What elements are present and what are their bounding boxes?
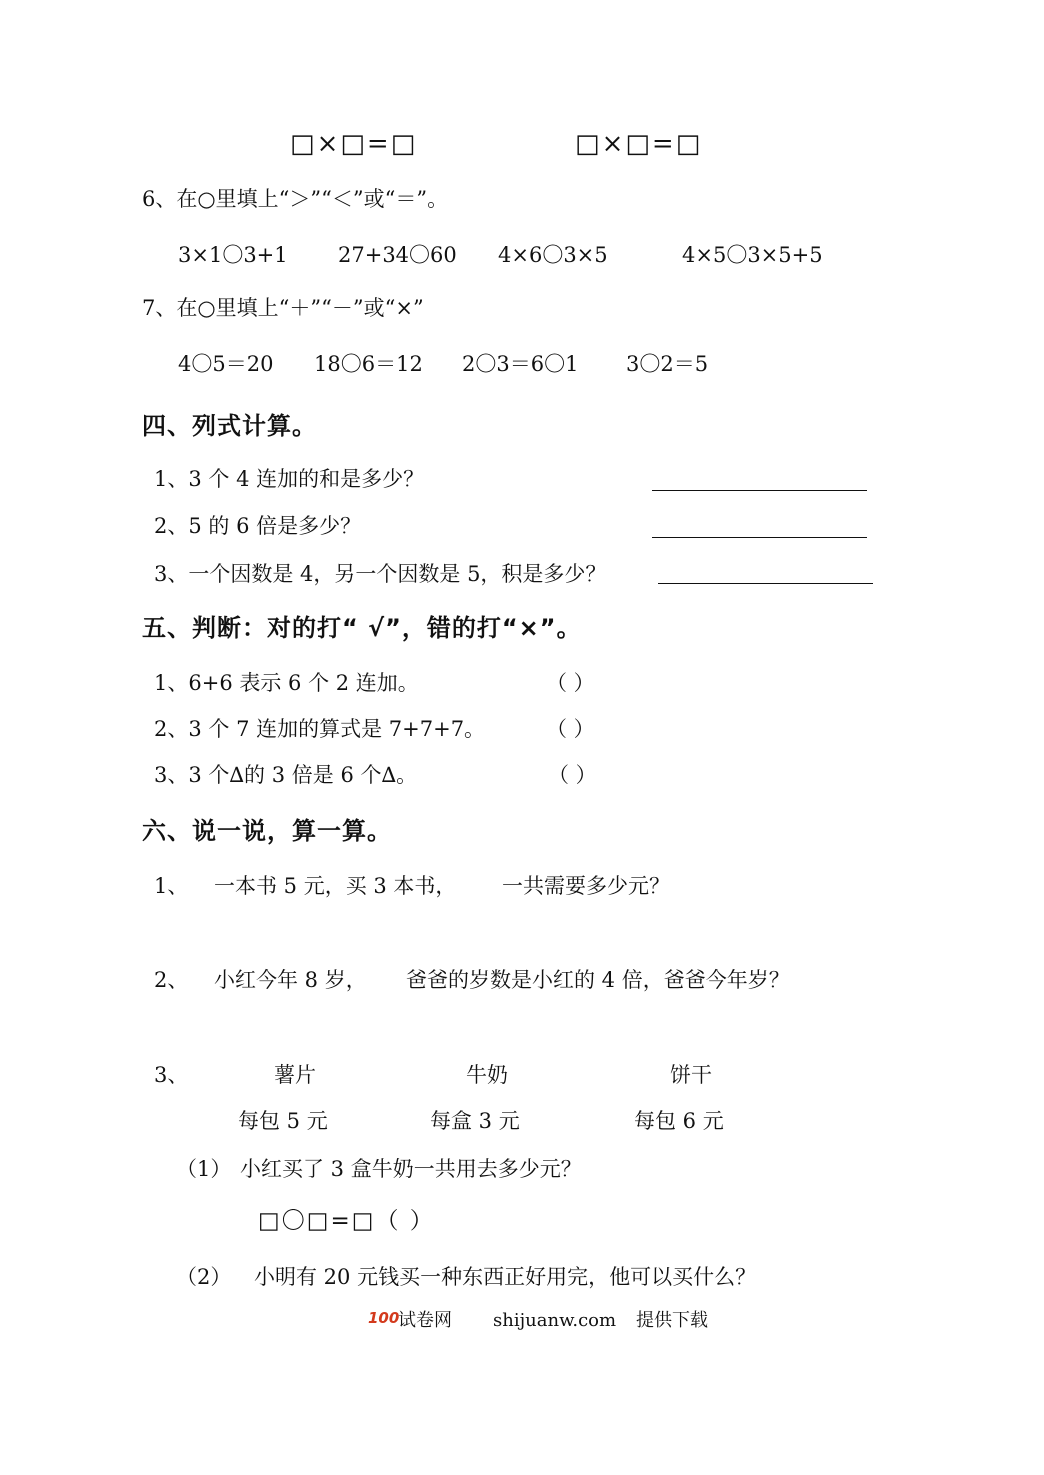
question-6-item: 4×5〇3×5+5 — [682, 243, 823, 267]
equation-blank-1: □×□=□ — [290, 129, 418, 159]
footer-tagline: 提供下载 — [636, 1310, 708, 1331]
sub-question-label: （2） — [176, 1265, 232, 1289]
section-5-heading: 五、判断：对的打“ √”，错的打“×”。 — [142, 614, 582, 642]
product-price: 每包 5 元 — [238, 1109, 328, 1133]
calc-question: 2、5 的 6 倍是多少？ — [154, 514, 362, 538]
judge-answer-paren[interactable]: （ ） — [548, 763, 597, 787]
judge-statement: 2、3 个 7 连加的算式是 7+7+7。 — [154, 717, 486, 741]
judge-statement: 1、6+6 表示 6 个 2 连加。 — [154, 671, 419, 695]
question-7-prompt: 7、在○里填上“＋”“－”或“×” — [142, 296, 424, 320]
answer-blank[interactable] — [652, 537, 867, 538]
question-6-prompt: 6、在○里填上“＞”“＜”或“＝”。 — [142, 187, 449, 211]
answer-blank[interactable] — [652, 490, 867, 491]
word-problem-text: 一本书 5 元，买 3 本书， — [214, 874, 457, 898]
question-7-item: 2〇3＝6〇1 — [462, 352, 579, 376]
question-7-item: 18〇6＝12 — [314, 352, 423, 376]
site-domain[interactable]: shijuanw.com — [493, 1310, 617, 1331]
question-6-item: 27+34〇60 — [338, 243, 457, 267]
site-name: 试卷网 — [398, 1310, 452, 1331]
judge-answer-paren[interactable]: （ ） — [546, 671, 595, 695]
question-7-item: 4〇5＝20 — [178, 352, 274, 376]
calc-question: 1、3 个 4 连加的和是多少？ — [154, 467, 425, 491]
section-4-heading: 四、列式计算。 — [142, 412, 317, 440]
sub-question-text: 小红买了 3 盒牛奶一共用去多少元？ — [240, 1157, 582, 1181]
answer-formula[interactable]: □〇□=□（ ） — [258, 1208, 435, 1234]
word-problem-number: 2、 — [154, 968, 189, 992]
word-problem-text: 爸爸的岁数是小红的 4 倍，爸爸今年岁？ — [406, 968, 790, 992]
product-name: 薯片 — [274, 1063, 316, 1087]
word-problem-text: 小红今年 8 岁， — [214, 968, 367, 992]
answer-blank[interactable] — [658, 583, 873, 584]
word-problem-number: 3、 — [154, 1063, 189, 1087]
judge-answer-paren[interactable]: （ ） — [546, 717, 595, 741]
judge-statement: 3、3 个∆的 3 倍是 6 个∆。 — [154, 763, 418, 787]
product-price: 每盒 3 元 — [430, 1109, 520, 1133]
equation-blank-2: □×□=□ — [575, 129, 703, 159]
question-6-item: 4×6〇3×5 — [498, 243, 608, 267]
calc-question: 3、一个因数是 4，另一个因数是 5，积是多少？ — [154, 562, 607, 586]
question-6-item: 3×1〇3+1 — [178, 243, 288, 267]
question-7-item: 3〇2＝5 — [626, 352, 709, 376]
word-problem-number: 1、 — [154, 874, 189, 898]
section-6-heading: 六、说一说，算一算。 — [142, 817, 392, 845]
product-name: 牛奶 — [466, 1063, 508, 1087]
sub-question-label: （1） — [176, 1157, 232, 1181]
sub-question-text: 小明有 20 元钱买一种东西正好用完，他可以买什么？ — [254, 1265, 757, 1289]
product-price: 每包 6 元 — [634, 1109, 724, 1133]
site-logo: 100 — [368, 1309, 400, 1327]
word-problem-text: 一共需要多少元？ — [502, 874, 670, 898]
product-name: 饼干 — [670, 1063, 712, 1087]
